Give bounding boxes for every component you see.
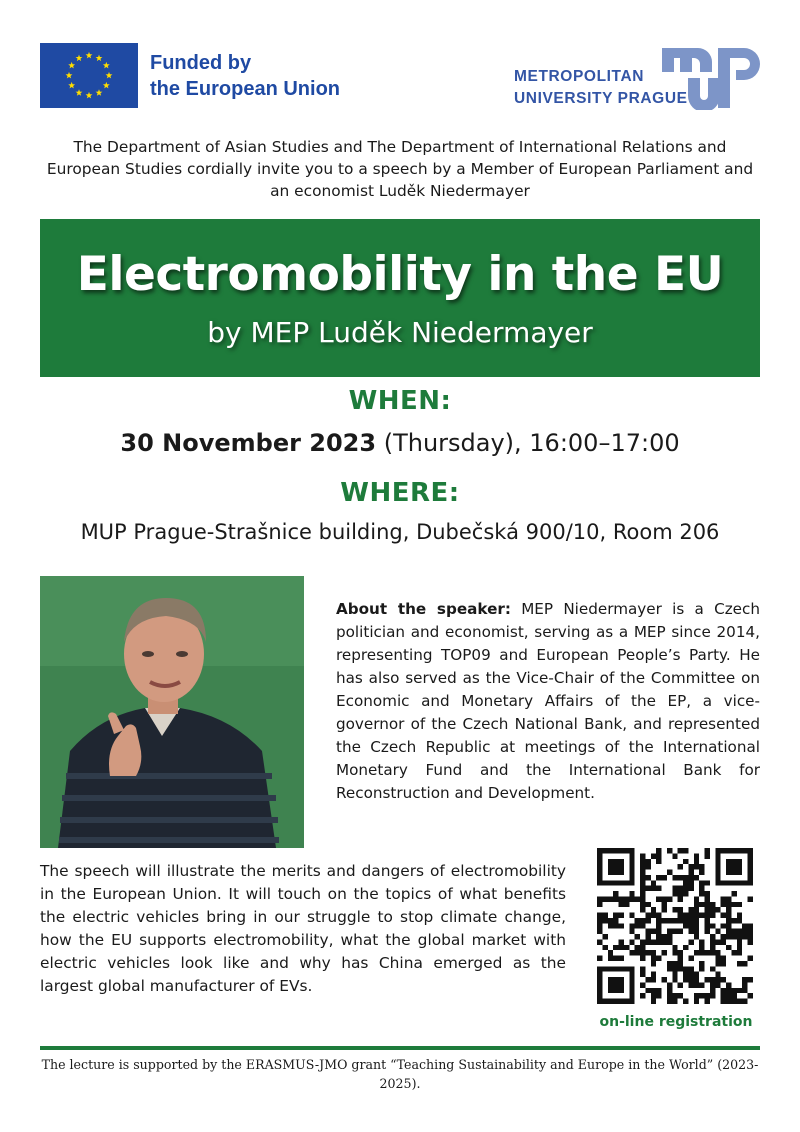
about-speaker-label: About the speaker: xyxy=(336,600,511,618)
event-location: MUP Prague-Strašnice building, Dubečská 900/10, Room 206 xyxy=(80,520,720,544)
event-subtitle: by MEP Luděk Niedermayer xyxy=(207,316,593,349)
title-banner xyxy=(40,219,760,377)
footer-note: The lecture is supported by the ERASMUS-JMO grant “Teaching Sustainability and Europe in the World” (2023-2025). xyxy=(41,1057,759,1091)
registration-label[interactable]: on-line registration xyxy=(599,1014,753,1030)
event-title: Electromobility in the EU xyxy=(76,247,724,302)
event-date-time xyxy=(0,426,800,460)
invitation-text: The Department of Asian Studies and The Department of International Relations and European Studies cordially invite you to a speech by a Member of European Parliament and an economist Luděk Niedermayer xyxy=(46,138,754,200)
event-day-time: (Thursday), 16:00–17:00 xyxy=(376,429,680,457)
mup-name-line2: UNIVERSITY PRAGUE xyxy=(514,90,688,107)
mup-name-line1: METROPOLITAN xyxy=(514,68,645,85)
mup-logo-icon xyxy=(660,44,764,110)
where-label: WHERE: xyxy=(340,478,460,508)
about-speaker xyxy=(336,598,760,805)
eu-funding-line2: the European Union xyxy=(150,78,340,100)
event-date: 30 November 2023 xyxy=(120,429,377,457)
eu-funding-line1: Funded by xyxy=(150,52,252,74)
footer-divider xyxy=(40,1046,760,1050)
speaker-photo xyxy=(40,576,304,848)
eu-flag-icon xyxy=(40,43,138,108)
about-speaker-text: MEP Niedermayer is a Czech politician and economist, serving as a MEP since 2014, representing TOP09 and European People’s Party. He has also served as the Vice-Chair of the Committee on Economic and Monetary Affairs of the EP, a vice-governor of the Czech National Bank, and represented the Czech Republic at meetings of the International Monetary Fund and the International Bank for Reconstruction and Development. xyxy=(336,600,760,802)
speech-description: The speech will illustrate the merits and dangers of electromobility in the European Union. It will touch on the topics of what benefits the electric vehicles bring in our struggle to stop climate change, how the EU supports electromobility, what the global market with electric vehicles look like and why has China emerged as the largest global manufacturer of EVs. xyxy=(40,862,566,995)
when-label: WHEN: xyxy=(348,386,452,416)
qr-code-icon[interactable] xyxy=(597,848,753,1004)
eu-funding-label xyxy=(150,50,340,102)
